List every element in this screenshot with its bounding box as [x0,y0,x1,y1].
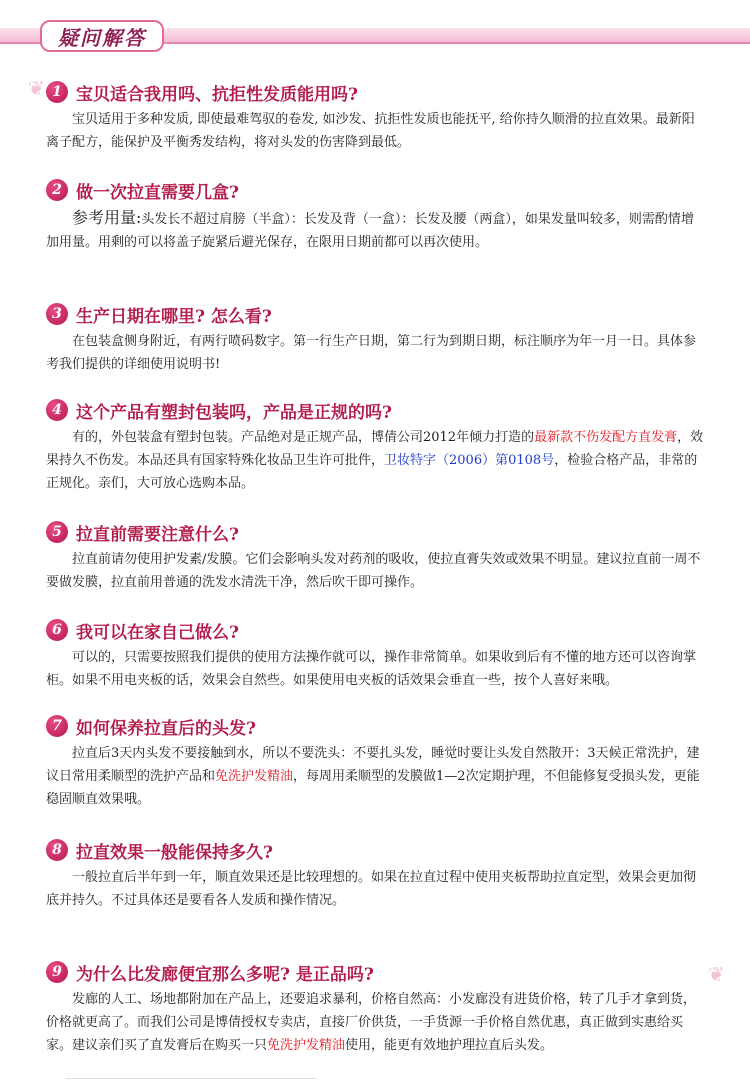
question-text: 如何保养拉直后的头发? [76,718,256,739]
highlight-text: 最新款不伤发配方直发膏 [534,430,678,445]
answer-text [46,646,706,692]
answer-body: 头发长不超过肩膀（半盒）：长发及背（一盒）：长发及腰（两盒），如果发量叫较多，则需酌情增加用量。用剩的可以将盖子旋紧后避光保存，在限用日期前都可以再次使用。 [46,212,694,250]
qa-item-4 [46,396,706,495]
question-row [46,836,706,864]
answer-part: ，每周用柔顺型的发膜做1—2次定期护理，不但能修复受损头发，更能稳固顺直效果哦。 [46,769,700,807]
section-title: 疑问解答 [58,25,146,50]
question-row [46,78,706,106]
number-badge: 2 [46,179,68,201]
number-badge: 3 [46,303,68,325]
number-badge: 9 [46,961,68,983]
question-text: 为什么比发廊便宜那么多呢? 是正品吗? [76,964,374,985]
question-text: 做一次拉直需要几盒? [76,182,239,203]
qa-item-7 [46,712,706,811]
question-row [46,616,706,644]
qa-item-8 [46,836,706,912]
answer-body: 拉直前请勿使用护发素/发膜。它们会影响头发对药剂的吸收，使拉直膏失效或效果不明显。建议拉直前一周不要做发膜，拉直前用普通的洗发水清洗干净，然后吹干即可操作。 [46,552,701,590]
answer-part: 拉直后3天内头发不要接触到水，所以不要洗头：不要扎头发，睡觉时要让头发自然散开：3天候正常洗护，建议日常用柔顺型的洗护产品和 [46,746,700,784]
number-badge: 8 [46,839,68,861]
question-row [46,300,706,328]
highlight-text: 免洗护发精油 [215,769,294,784]
answer-part: 使用，能更有效地护理拉直后头发。 [345,1038,554,1053]
answer-body: 在包装盒侧身附近，有两行喷码数字。第一行生产日期，第二行为到期日期，标注顺序为年一月一日。具体参考我们提供的详细使用说明书! [46,334,697,372]
answer-text [46,548,706,594]
question-row [46,396,706,424]
question-text: 这个产品有塑封包装吗，产品是正规的吗? [76,402,392,423]
license-number: 卫妆特字（2006）第0108号 [384,453,555,468]
question-text: 生产日期在哪里? 怎么看? [76,306,272,327]
decor-flourish-icon: ❦ [28,76,45,100]
highlight-text: 免洗护发精油 [267,1038,346,1053]
question-text: 宝贝适合我用吗、抗拒性发质能用吗? [76,84,358,105]
qa-item-9 [46,958,706,1057]
answer-lead: 参考用量: [72,208,142,227]
qa-item-5 [46,518,706,594]
number-badge: 5 [46,521,68,543]
qa-item-3 [46,300,706,376]
answer-text [46,206,706,254]
answer-body: 可以的，只需要按照我们提供的使用方法操作就可以，操作非常简单。如果收到后有不懂的地方还可以咨询掌柜。如果不用电夹板的话，效果会自然些。如果使用电夹板的话效果会垂直一些，按个人喜好来哦。 [46,650,697,688]
answer-part: ，效果持久不伤发。本品还具有国家特殊化妆品卫生许可批件， [46,430,704,468]
qa-item-1 [46,78,706,154]
question-text: 拉直效果一般能保持多久? [76,842,273,863]
number-badge: 7 [46,715,68,737]
answer-body: 一般拉直后半年到一年，顺直效果还是比较理想的。如果在拉直过程中使用夹板帮助拉直定型，效果会更加彻底并持久。不过具体还是要看各人发质和操作情况。 [46,870,697,908]
question-row [46,712,706,740]
answer-text [46,988,706,1057]
question-row [46,176,706,204]
section-title-tab [40,20,164,52]
number-badge: 4 [46,399,68,421]
answer-text [46,108,706,154]
answer-part: 有的，外包装盒有塑封包装。产品绝对是正规产品，博倩公司2012年倾力打造的 [72,430,535,445]
answer-part: ，检验合格产品，非常的正规化。亲们，大可放心选购本品。 [46,453,698,491]
footer-divider [66,1078,316,1079]
answer-text [46,330,706,376]
answer-text [46,742,706,811]
answer-part: 发廊的人工、场地都附加在产品上，还要追求暴利，价格自然高：小发廊没有进货价格，转了几手才拿到货，价格就更高了。而我们公司是博倩授权专卖店，直接厂价供货，一手货源一手价格自然优惠，真正做到实惠给买家。建议亲们买了直发膏后在购买一只 [46,992,697,1053]
question-text: 拉直前需要注意什么? [76,524,239,545]
question-row [46,518,706,546]
qa-item-2 [46,176,706,254]
question-row [46,958,706,986]
question-text: 我可以在家自己做么? [76,622,239,643]
qa-item-6 [46,616,706,692]
number-badge: 6 [46,619,68,641]
answer-text [46,426,706,495]
decor-flourish-icon: ❦ [708,962,725,986]
answer-text [46,866,706,912]
number-badge: 1 [46,81,68,103]
answer-body: 宝贝适用于多种发质, 即使最难驾驭的卷发, 如沙发、抗拒性发质也能抚平, 给你持久顺滑的拉直效果。最新阳离子配方，能保护及平衡秀发结构，将对头发的伤害降到最低。 [46,112,695,150]
